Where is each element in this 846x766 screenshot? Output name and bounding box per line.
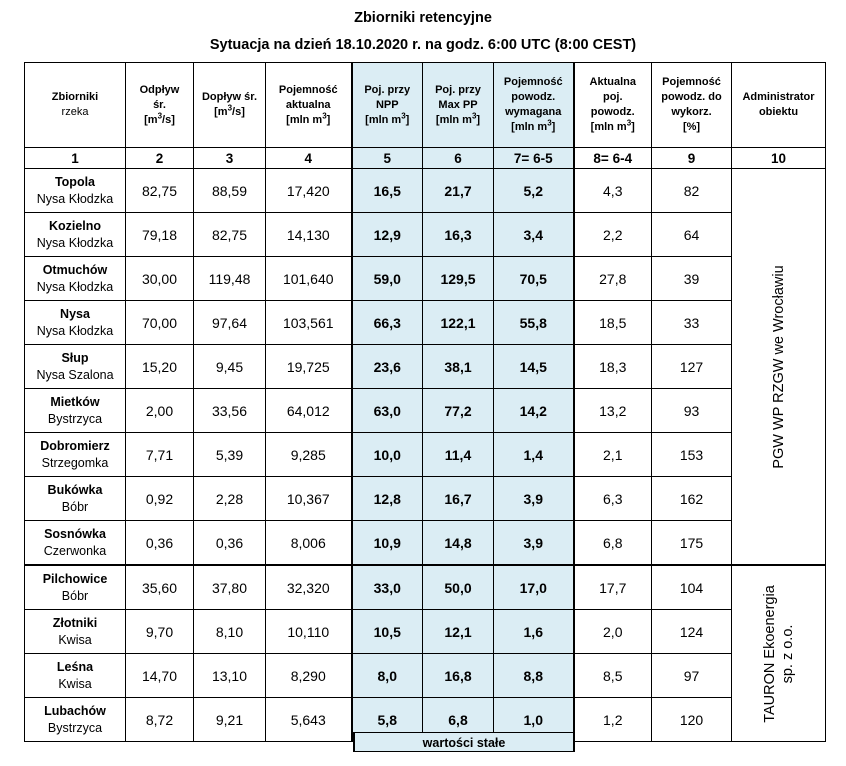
table-row <box>25 477 826 521</box>
table-row <box>25 257 826 301</box>
outflow-value: 0,36 <box>126 521 194 566</box>
reservoir-name-cell <box>25 257 126 301</box>
npp-value: 12,8 <box>352 477 423 521</box>
capacity-value: 10,110 <box>266 610 352 654</box>
current-capacity-value: 17,7 <box>574 565 652 610</box>
capacity-value: 5,643 <box>266 698 352 742</box>
inflow-value: 33,56 <box>194 389 266 433</box>
header-reservoir: Zbiorniki rzeka <box>25 63 126 148</box>
maxpp-value: 21,7 <box>423 169 494 213</box>
reservoir-name-cell <box>25 610 126 654</box>
required-capacity-value: 1,6 <box>494 610 574 654</box>
current-capacity-value: 13,2 <box>574 389 652 433</box>
current-capacity-value: 27,8 <box>574 257 652 301</box>
reservoir-name: Otmuchów <box>42 262 108 277</box>
column-number: 3 <box>194 148 266 169</box>
header-administrator: Administrator obiektu <box>732 63 826 148</box>
river-name: Kwisa <box>58 676 92 691</box>
river-name: Bóbr <box>61 588 89 603</box>
river-name: Kwisa <box>58 632 92 647</box>
utilization-percent: 104 <box>652 565 732 610</box>
outflow-value: 70,00 <box>126 301 194 345</box>
required-capacity-value: 14,5 <box>494 345 574 389</box>
capacity-value: 8,290 <box>266 654 352 698</box>
npp-value: 63,0 <box>352 389 423 433</box>
outflow-value: 82,75 <box>126 169 194 213</box>
administrator-cell <box>732 565 826 742</box>
maxpp-value: 129,5 <box>423 257 494 301</box>
header-required: Pojemność powodz. wymagana [mln $m^3$] <box>494 63 574 148</box>
current-capacity-value: 4,3 <box>574 169 652 213</box>
utilization-percent: 39 <box>652 257 732 301</box>
administrator-name <box>761 585 797 723</box>
header-maxpp: Poj. przy Max PP [mln $m^3$] <box>423 63 494 148</box>
maxpp-value: 11,4 <box>423 433 494 477</box>
reservoir-name-cell <box>25 654 126 698</box>
maxpp-value: 50,0 <box>423 565 494 610</box>
required-capacity-value: 3,9 <box>494 521 574 566</box>
outflow-value: 15,20 <box>126 345 194 389</box>
reservoir-name-cell <box>25 345 126 389</box>
column-number: 1 <box>25 148 126 169</box>
river-name: Bóbr <box>61 499 89 514</box>
npp-value: 8,0 <box>352 654 423 698</box>
table-row <box>25 345 826 389</box>
required-capacity-value: 8,8 <box>494 654 574 698</box>
current-capacity-value: 2,2 <box>574 213 652 257</box>
npp-value: 5,8 <box>352 698 423 742</box>
required-capacity-value: 70,5 <box>494 257 574 301</box>
npp-value: 66,3 <box>352 301 423 345</box>
table-row <box>25 169 826 213</box>
capacity-value: 101,640 <box>266 257 352 301</box>
maxpp-value: 16,7 <box>423 477 494 521</box>
river-name: Nysa Kłodzka <box>36 323 114 338</box>
outflow-value: 7,71 <box>126 433 194 477</box>
column-number: 4 <box>266 148 352 169</box>
required-capacity-value: 5,2 <box>494 169 574 213</box>
table-row <box>25 654 826 698</box>
administrator-line: PGW WP RZGW we Wrocławiu <box>770 264 787 469</box>
reservoir-name: Dobromierz <box>40 438 110 453</box>
inflow-value: 5,39 <box>194 433 266 477</box>
required-capacity-value: 1,4 <box>494 433 574 477</box>
outflow-value: 79,18 <box>126 213 194 257</box>
current-capacity-value: 18,5 <box>574 301 652 345</box>
river-name: Czerwonka <box>43 543 107 558</box>
utilization-percent: 153 <box>652 433 732 477</box>
column-number: 10 <box>732 148 826 169</box>
capacity-value: 103,561 <box>266 301 352 345</box>
table-title: Zbiorniki retencyjne <box>354 10 492 26</box>
current-capacity-value: 6,3 <box>574 477 652 521</box>
capacity-value: 64,012 <box>266 389 352 433</box>
column-number: 8= 6-4 <box>574 148 652 169</box>
required-capacity-value: 17,0 <box>494 565 574 610</box>
outflow-value: 30,00 <box>126 257 194 301</box>
outflow-value: 35,60 <box>126 565 194 610</box>
utilization-percent: 127 <box>652 345 732 389</box>
maxpp-value: 16,3 <box>423 213 494 257</box>
reservoir-name: Pilchowice <box>42 571 108 586</box>
current-capacity-value: 18,3 <box>574 345 652 389</box>
header-npp: Poj. przy NPP [mln $m^3$] <box>352 63 423 148</box>
column-number: 5 <box>352 148 423 169</box>
administrator-name <box>770 265 788 468</box>
reservoir-name-cell <box>25 169 126 213</box>
river-name: Nysa Kłodzka <box>36 235 114 250</box>
npp-value: 23,6 <box>352 345 423 389</box>
reservoir-name-cell <box>25 301 126 345</box>
maxpp-value: 122,1 <box>423 301 494 345</box>
reservoir-name-cell <box>25 521 126 566</box>
npp-value: 10,0 <box>352 433 423 477</box>
npp-value: 12,9 <box>352 213 423 257</box>
reservoir-name-cell <box>25 477 126 521</box>
current-capacity-value: 6,8 <box>574 521 652 566</box>
inflow-value: 2,28 <box>194 477 266 521</box>
river-name: Bystrzyca <box>47 720 103 735</box>
npp-value: 10,9 <box>352 521 423 566</box>
table-row <box>25 301 826 345</box>
current-capacity-value: 2,0 <box>574 610 652 654</box>
reservoir-name: Kozielno <box>48 218 102 233</box>
administrator-line: TAURON Ekoenergia <box>761 584 778 723</box>
table-row <box>25 521 826 566</box>
required-capacity-value: 55,8 <box>494 301 574 345</box>
utilization-percent: 175 <box>652 521 732 566</box>
reservoir-name: Sosnówka <box>44 526 106 541</box>
npp-value: 33,0 <box>352 565 423 610</box>
river-name: Nysa Szalona <box>36 367 114 382</box>
river-name: Nysa Kłodzka <box>36 191 114 206</box>
utilization-percent: 33 <box>652 301 732 345</box>
capacity-value: 14,130 <box>266 213 352 257</box>
reservoir-name-cell <box>25 433 126 477</box>
capacity-value: 32,320 <box>266 565 352 610</box>
reservoir-name: Lubachów <box>44 703 106 718</box>
reservoir-name: Nysa <box>60 306 90 321</box>
inflow-value: 13,10 <box>194 654 266 698</box>
utilization-percent: 124 <box>652 610 732 654</box>
inflow-value: 119,48 <box>194 257 266 301</box>
reservoir-name-cell <box>25 213 126 257</box>
capacity-value: 19,725 <box>266 345 352 389</box>
capacity-value: 10,367 <box>266 477 352 521</box>
capacity-value: 8,006 <box>266 521 352 566</box>
utilization-percent: 97 <box>652 654 732 698</box>
outflow-value: 9,70 <box>126 610 194 654</box>
maxpp-value: 6,8 <box>423 698 494 742</box>
maxpp-value: 77,2 <box>423 389 494 433</box>
table-row <box>25 389 826 433</box>
column-number: 9 <box>652 148 732 169</box>
reservoir-name: Leśna <box>56 659 94 674</box>
maxpp-value: 38,1 <box>423 345 494 389</box>
outflow-value: 14,70 <box>126 654 194 698</box>
npp-value: 59,0 <box>352 257 423 301</box>
utilization-percent: 82 <box>652 169 732 213</box>
header-current: Aktualna poj. powodz. [mln $m^3$] <box>574 63 652 148</box>
inflow-value: 88,59 <box>194 169 266 213</box>
reservoir-table <box>24 62 826 742</box>
reservoir-name: Mietków <box>50 394 100 409</box>
table-subtitle: Sytuacja na dzień 18.10.2020 r. na godz. 6:00 UTC (8:00 CEST) <box>209 37 637 53</box>
current-capacity-value: 8,5 <box>574 654 652 698</box>
utilization-percent: 120 <box>652 698 732 742</box>
administrator-line: sp. z o.o. <box>779 624 796 683</box>
required-capacity-value: 3,9 <box>494 477 574 521</box>
capacity-value: 9,285 <box>266 433 352 477</box>
constant-values-note: wartości stałe <box>353 732 575 752</box>
reservoir-name: Bukówka <box>47 482 103 497</box>
capacity-value: 17,420 <box>266 169 352 213</box>
utilization-percent: 162 <box>652 477 732 521</box>
table-row <box>25 610 826 654</box>
outflow-value: 0,92 <box>126 477 194 521</box>
reservoir-name-cell <box>25 565 126 610</box>
required-capacity-value: 3,4 <box>494 213 574 257</box>
outflow-value: 2,00 <box>126 389 194 433</box>
utilization-percent: 64 <box>652 213 732 257</box>
inflow-value: 8,10 <box>194 610 266 654</box>
reservoir-name-cell <box>25 389 126 433</box>
current-capacity-value: 1,2 <box>574 698 652 742</box>
inflow-value: 37,80 <box>194 565 266 610</box>
maxpp-value: 14,8 <box>423 521 494 566</box>
npp-value: 16,5 <box>352 169 423 213</box>
administrator-cell <box>732 169 826 566</box>
header-outflow: Odpływ śr. $[m^3/s]$ <box>126 63 194 148</box>
column-number: 7= 6-5 <box>494 148 574 169</box>
column-number: 2 <box>126 148 194 169</box>
column-number-row <box>25 148 826 169</box>
column-number: 6 <box>423 148 494 169</box>
header-capacity: Pojemność aktualna [mln $m^3$] <box>266 63 352 148</box>
current-capacity-value: 2,1 <box>574 433 652 477</box>
river-name: Bystrzyca <box>47 411 103 426</box>
header-row <box>25 63 826 148</box>
table-row <box>25 565 826 610</box>
required-capacity-value: 14,2 <box>494 389 574 433</box>
table-row <box>25 213 826 257</box>
required-capacity-value: 1,0 <box>494 698 574 742</box>
maxpp-value: 12,1 <box>423 610 494 654</box>
reservoir-name: Złotniki <box>52 615 98 630</box>
reservoir-name-cell <box>25 698 126 742</box>
table-row <box>25 433 826 477</box>
maxpp-value: 16,8 <box>423 654 494 698</box>
inflow-value: 0,36 <box>194 521 266 566</box>
outflow-value: 8,72 <box>126 698 194 742</box>
inflow-value: 82,75 <box>194 213 266 257</box>
inflow-value: 9,21 <box>194 698 266 742</box>
inflow-value: 9,45 <box>194 345 266 389</box>
inflow-value: 97,64 <box>194 301 266 345</box>
reservoir-name: Słup <box>61 350 89 365</box>
utilization-percent: 93 <box>652 389 732 433</box>
river-name: Nysa Kłodzka <box>36 279 114 294</box>
npp-value: 10,5 <box>352 610 423 654</box>
river-name: Strzegomka <box>41 455 109 470</box>
reservoir-name: Topola <box>54 174 96 189</box>
header-inflow: Dopływ śr. $[m^3/s]$ <box>194 63 266 148</box>
header-percent: Pojemność powodz. do wykorz. [%] <box>652 63 732 148</box>
